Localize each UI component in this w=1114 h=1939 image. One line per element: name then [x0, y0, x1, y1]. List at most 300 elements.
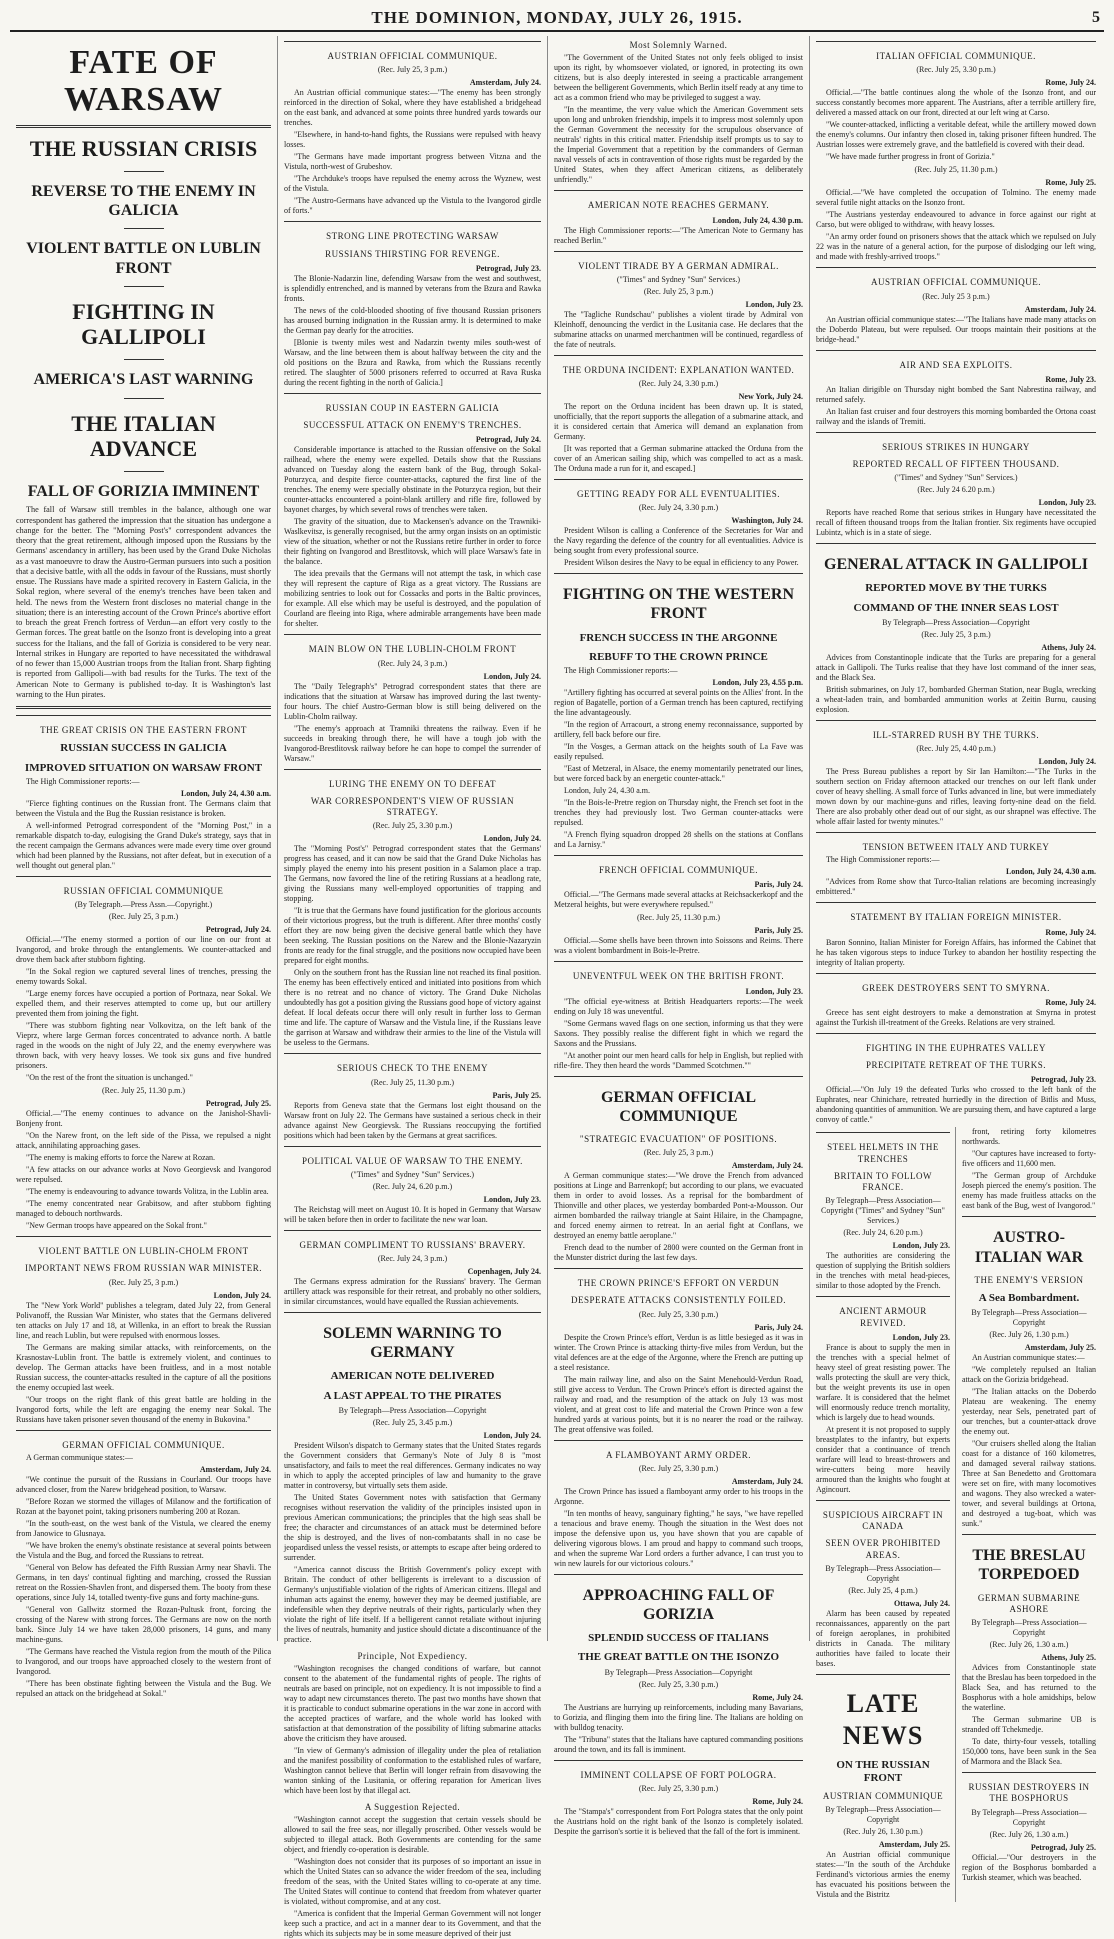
article-paragraph: "At another point our men heard calls for help in English, but replied with rifle-fire. They then heard the words "Dammed Scotchmen."" [554, 1050, 803, 1070]
dateline: Amsterdam, July 24. [731, 1161, 803, 1171]
dateline: London, July 23. [745, 986, 803, 996]
source-credit: By Telegraph—Press Association—Copyright [971, 1807, 1087, 1827]
article-paragraph: An Italian fast cruiser and four destroyers this morning bombarded the Ortona coast railway and the islands of Tremiti. [816, 406, 1096, 426]
article-paragraph: Only on the southern front has the Russian line not reached its final position. The enemy has been effectively enticed and initiated into positions from which there is no retreat and no chance of victory. The Grand Duke Nicholas undoubtedly has got a position giving the Russians good hope of victory against defeat. If local defeats occur there will only result in further loss to German time and life. The capture of Warsaw and the Vistula line, if the Russians leave the garrison at Warsaw and withdraw their armies to the line of the Vistula will be useless to the Germans. [284, 968, 541, 1048]
article-section [554, 190, 803, 245]
article-paragraph: "The enemy concentrated near Grabitsow, and after stubborn fighting managed to debouch northwards. [16, 1199, 271, 1219]
article-body [554, 688, 803, 850]
headline-americas-last-warning: AMERICA'S LAST WARNING [33, 371, 254, 389]
article-section [816, 902, 1096, 967]
headline-fate-of-warsaw: FATE OF WARSAW [16, 36, 271, 128]
section-subheadline: THE GREAT BATTLE ON THE ISONZO [577, 1651, 780, 1664]
article-paragraph: An Austrian official communique states:—"The Italians have made many attacks on the Doberdo Plateau, but were repulsed. Our troops maintain their positions at the bridge-head." [816, 314, 1096, 344]
received-note: (Rec. July 24, 6.20 p.m.) [372, 1181, 453, 1191]
received-note: (Rec. July 25, 3 p.m.) [108, 1277, 179, 1287]
dateline: Rome, July 25. [1045, 178, 1096, 188]
article-body [816, 1609, 950, 1669]
article-paragraph: Advices from Constantinople indicate that the Turks are preparing for a general attack in Gallipoli. The Turks realise that they have lost command of the inner seas, and the Black Sea. [816, 652, 1096, 682]
article-paragraph: Despite the Crown Prince's effort, Verdun is as little besieged as it was in winter. The Crown Prince is attacking thirty-five miles from Verdun, but the vital defences are at the edge of the Argonne, where the French are putting up a steel resistance. [554, 1332, 803, 1372]
article-body [284, 1277, 541, 1307]
section-headline: IMMINENT COLLAPSE OF FORT POLOGRA. [580, 1769, 777, 1780]
article-body [554, 997, 803, 1071]
article-body [816, 188, 1096, 262]
article-paragraph: "An army order found on prisoners shows that the attack which we repulsed on July 22 was in the nature of a general action, for the purpose of dislodging our left wing, and made with freshly-arrived troops." [816, 232, 1096, 262]
article-section [554, 36, 803, 185]
article-paragraph: President Wilson is calling a Conference of the Secretaries for War and the Navy regarding the defence of the country for all eventualities. Advice is being sought from every professional source. [554, 526, 803, 556]
article-body [284, 844, 541, 1048]
article-paragraph: "On the rest of the front the situation is unchanged." [26, 1073, 193, 1083]
article-paragraph: Official.—"The battle continues along the whole of the Isonzo front, and our success constantly becomes more apparent. The Austrians, after a terrible artillery fire, delivered a massed attack on our front, directed at our left wing at Carso. [816, 88, 1096, 118]
article-paragraph: "New German troops have appeared on the Sokal front." [26, 1221, 207, 1231]
article-section [284, 634, 541, 763]
dateline: London, July 23. [745, 299, 803, 309]
dateline: London, July 23. [892, 1332, 950, 1342]
article-paragraph: "The German group of Archduke Joseph pierced the enemy's position. The enemy has made fruitless attacks on the east bank of the Bug, west of Ivangorod." [962, 1171, 1096, 1211]
section-subheadline: COMMAND OF THE INNER SEAS LOST [853, 601, 1059, 614]
divider [554, 961, 803, 962]
article-body [16, 1109, 271, 1231]
section-headline: FRENCH OFFICIAL COMMUNIQUE. [599, 865, 758, 875]
section-subheadline: PRECIPITATE RETREAT OF THE TURKS. [865, 1060, 1047, 1071]
received-note: (Rec. July 25, 4.40 p.m.) [916, 744, 996, 754]
section-headline: APPROACHING FALL OF GORIZIA [582, 1586, 775, 1624]
section-headline: RUSSIAN OFFICIAL COMMUNIQUE [63, 885, 224, 896]
article-paragraph: Official.—"The enemy continues to advance on the Janishol-Shavli-Bonjeny front. [16, 1109, 271, 1129]
section-headline: GETTING READY FOR ALL EVENTUALITIES. [576, 489, 781, 499]
article-section [16, 715, 271, 871]
article-section [16, 1430, 271, 1699]
section-subheadline: REPORTED RECALL OF FIFTEEN THOUSAND. [852, 459, 1060, 469]
divider [554, 251, 803, 252]
dateline: London, July 24. [483, 834, 541, 844]
article-paragraph: "Large enemy forces have occupied a portion of Portnaza, near Sokal. We expelled them, and their reserves attempted to come up, but our artillery prevented them from joining the fight. [16, 989, 271, 1019]
article-body [16, 1475, 271, 1699]
article-paragraph: The Austrians are hurrying up reinforcements, including many Bavarians, to Gorizia, and flinging them into the firing line. The Italians are holding on with bulldog tenacity. [554, 1702, 803, 1732]
article-body [16, 799, 271, 871]
divider [816, 543, 1096, 544]
section-headline: AUSTRIAN OFFICIAL COMMUNIQUE. [327, 51, 498, 61]
received-note: (Rec. July 24, 3.30 p.m.) [638, 503, 719, 513]
dateline: Washington, July 24. [731, 516, 803, 526]
section-subheadline: SPLENDID SUCCESS OF ITALIANS [588, 1632, 769, 1645]
article-body [816, 877, 1096, 897]
article-body [554, 53, 803, 103]
divider [554, 855, 803, 856]
article-section [284, 769, 541, 1049]
dateline: Petrograd, July 23. [475, 263, 541, 273]
article-paragraph: front, retiring forty kilometres northwards. [962, 1127, 1096, 1147]
article-body [554, 226, 803, 246]
intro-line: The High Commissioner reports:— [564, 666, 678, 675]
divider [816, 973, 1096, 974]
article-body [554, 1487, 803, 1569]
article-body [816, 508, 1096, 538]
article-paragraph: "In the south-east, on the west bank of the Vistula, we cleared the enemy from Janowice to Glusnaya. [16, 1518, 271, 1538]
article-paragraph: "The Government of the United States not only feels obliged to insist upon its right, by whomsoever violated, or ignored, in protecting its own citizens, but is also deeply interested in seeing a practicable arrangement between the belligerent Governments, which Berlin itself ready at any time to act as a common friend who may be privileged to suggest a way. [554, 53, 803, 103]
article-body [962, 1439, 1096, 1529]
dateline: Amsterdam, July 25. [878, 1840, 950, 1850]
dateline: Amsterdam, July 24. [199, 1464, 271, 1474]
article-body [554, 310, 803, 350]
article-paragraph: "We have made further progress in front of Gorizia." [826, 152, 995, 162]
article-body [554, 1333, 803, 1435]
article-paragraph: "America is confident that the Imperial German Government will not longer keep such a practice, and act in a manner dear to its Government, and that the rights which its subjects may be in some measure deprived of their just [284, 1909, 541, 1939]
article-paragraph: President Wilson's dispatch to Germany states that the United States regards the Government considers that Germany's Note of July 8 is "most unsatisfactory, and fails to meet the real differences. Germany indicates no way in which to apply the accepted principles of law and humanity to the grave matter in controversy, but virtually sets them aside. [284, 1440, 541, 1490]
article-section [284, 393, 541, 630]
article-body [284, 682, 541, 764]
divider [816, 902, 1096, 903]
source-credit: ("Times" and Sydney "Sun" Services.) [350, 1169, 475, 1179]
article-body [554, 936, 803, 956]
dateline: Paris, July 24. [754, 1322, 803, 1332]
article-body [16, 935, 271, 1083]
article-paragraph: "Some Germans waved flags on one section, informing us that they were Saxons. They possibly realise the different fight in which we regard the Saxons and the Prussians. [554, 1018, 803, 1048]
article-body [962, 1127, 1096, 1211]
section-subheadline: BRITAIN TO FOLLOW FRANCE. [834, 1170, 932, 1193]
article-body [16, 1301, 271, 1425]
divider [16, 1236, 271, 1237]
dateline: Amsterdam, July 24. [1024, 304, 1096, 314]
article-section [816, 1296, 950, 1495]
source-credit: By Telegraph—Press Association—Copyright ("Times" and Sydney "Sun" Services.) [821, 1196, 945, 1226]
article-section [554, 1268, 803, 1435]
article-paragraph: The Crown Prince has issued a flamboyant army order to his troops in the Argonne. [554, 1486, 803, 1506]
article-body [284, 1441, 541, 1645]
received-note: (Rec. July 25, 3.30 p.m.) [372, 821, 453, 831]
divider [816, 720, 1096, 721]
divider [554, 479, 803, 480]
dateline: Copenhagen, July 24. [467, 1267, 541, 1276]
article-paragraph: "Washington recognises the changed conditions of warfare, but cannot consent to the abatement of the fundamental rights of people. The rights of neutrals are based on principle, not on expediency. It is not impossible to find a way to adapt new circumstances thereto. The past two months have shown that it is practicable to conduct submarine operations in the war zone in accord with the accepted practices of warfare, and the whole world has looked with satisfaction at that demonstration of the possibility of lifting submarine attacks above the criticism they have aroused. [284, 1664, 541, 1743]
article-paragraph: "General von Gallwitz stormed the Rozan-Pultusk front, forcing the crossing of the Narew with strong forces. The Germans are now on the north bank. Since July 14 we have taken 28,000 prisoners, 14 guns, and many machine-guns. [16, 1604, 271, 1644]
section-headline: RUSSIAN COUP IN EASTERN GALICIA [325, 402, 500, 413]
received-note: (Rec. July 25, 3.45 p.m.) [372, 1417, 453, 1427]
dateline: Rome, July 24. [1045, 78, 1096, 88]
article-body [284, 274, 541, 388]
article-paragraph: "Our captures have increased to forty-five officers and 11,600 men. [962, 1149, 1096, 1169]
split-columns [816, 1127, 1096, 1902]
received-note: (Rec. July 25, 3.30 p.m.) [638, 1679, 719, 1689]
dateline: London, July 23. [1038, 498, 1096, 508]
article-paragraph: "Our troops on the right flank of this great battle are holding in the Ivangorod forts, while the left are engaging the enemy near Sokal. The Russians have taken prisoner seven thousand of the enemy in Bukovina." [16, 1394, 271, 1424]
article-section [816, 41, 1096, 262]
section-headline: GERMAN OFFICIAL COMMUNIQUE [600, 1088, 757, 1125]
article-paragraph: France is about to supply the men in the trenches with a special helmet of heavy steel of great resisting power. The walls protecting the skull are very thick, but the weight prevents its use in open warfare. It is considered that the helmet will enormously reduce trench mortality, which is largely due to head wounds. [816, 1342, 950, 1422]
section-headline: VIOLENT TIRADE BY A GERMAN ADMIRAL. [578, 260, 779, 271]
article-paragraph: Advices from Constantinople state that the Breslau has been torpedoed in the Black Sea, and has returned to the Bosphorus with a hole amidships, below the waterline. [962, 1663, 1096, 1712]
section-subheadline: SUCCESSFUL ATTACK ON ENEMY'S TRENCHES. [303, 420, 522, 430]
headline-fighting-gallipoli: FIGHTING IN GALLIPOLI [72, 298, 215, 350]
article-paragraph: [It was reported that a German submarine attacked the Orduna from the cover of an American sailing ship, which was compelled to act as a mask. The Orduna made a run for it, and escaped.] [554, 444, 803, 473]
article-paragraph: The "Daily Telegraph's" Petrograd correspondent states that there are indications that the situation at Warsaw has improved during the last twenty-four hours. The chief Austro-German blow is still being delivered on the Lublin-Cholm railway. [284, 681, 541, 721]
section-headline: FIGHTING ON THE WESTERN FRONT [562, 586, 795, 623]
received-note: (Rec. July 24, 3 p.m.) [377, 658, 448, 668]
section-subheadline: AUSTRIAN COMMUNIQUE [822, 1791, 944, 1802]
article-paragraph: To date, thirty-four vessels, totalling 150,000 tons, have been sunk in the Sea of Marmora and the Black Sea. [962, 1737, 1096, 1766]
article-section [816, 720, 1096, 827]
article-paragraph: "A few attacks on our advance works at Novo Georgievsk and Ivangorod were repulsed. [16, 1165, 271, 1185]
received-note: (Rec. July 26, 1.30 p.m.) [843, 1827, 923, 1837]
dateline: London, July 23. [483, 1194, 541, 1204]
article-section [554, 355, 803, 474]
divider [554, 355, 803, 356]
article-paragraph: Official.—"On July 19 the defeated Turks who crossed to the left bank of the Euphrates, near Chinichare, retreated hurriedly in the direction of Bitlis and Muss, abandoning quantities of ammunition. We are pursuing them, and have captured a large convoy of cattle." [816, 1085, 1096, 1125]
article-paragraph: "The enemy is making efforts to force the Narew at Rozan. [26, 1153, 216, 1163]
divider [284, 1146, 541, 1147]
divider [554, 1760, 803, 1761]
article-section [554, 961, 803, 1070]
section-headline: LURING THE ENEMY ON TO DEFEAT [329, 778, 496, 789]
section-headline: STRONG LINE PROTECTING WARSAW [326, 231, 499, 242]
article-section [962, 1534, 1096, 1767]
divider [284, 769, 541, 770]
article-body [816, 315, 1096, 345]
divider [554, 1268, 803, 1269]
section-headline: SERIOUS CHECK TO THE ENEMY [336, 1063, 488, 1074]
headline-russian-crisis: THE RUSSIAN CRISIS [29, 135, 258, 161]
article-paragraph: Reports from Geneva state that the Germans lost eight thousand on the Warsaw front on July 22. The Germans have sustained a serious check in their advance against New Georgievsk. The Russians reoccupying the fortified positions which had been taken by the Germans at great sacrifices. [284, 1100, 541, 1140]
article-paragraph: The High Commissioner reports:—"The American Note to Germany has reached Berlin." [554, 225, 803, 245]
divider [816, 350, 1096, 351]
article-paragraph: "In view of Germany's admission of illegality under the plea of retaliation and the manifest possibility of conformation to the established rules of warfare, Washington cannot believe that Berlin will longer refrain from disavowing the wanton sinking of the Lusitania, or offering reparation for American lives which have been lost by that illegal act. [284, 1746, 541, 1795]
article-paragraph: The main railway line, and also on the Saint Menehould-Verdun Road, still give access to Verdun. The Crown Prince's effort is directed against the railway and road, and the resumption of the attack on July 13 was most violent, and at great cost to life and material the Crown Prince won a few hundred yards at various points, but it is no nearer the road or the railway. The great offensive was foiled. [554, 1374, 803, 1434]
article-paragraph: "The Germans have reached the Vistula region from the mouth of the Pilica to Ivangorod, and our troops have approached closely to the western front of Ivangorod. [16, 1646, 271, 1676]
divider [284, 221, 541, 222]
divider [16, 1430, 271, 1431]
article-paragraph: The Reichstag will meet on August 10. It is hoped in Germany that Warsaw will be taken before then in order to facilitate the new war loan. [284, 1204, 541, 1224]
dateline: London, July 24, 4.30 a.m. [1005, 867, 1096, 877]
received-note: (Rec. July 25, 4 p.m.) [848, 1585, 918, 1595]
section-headline: MAIN BLOW ON THE LUBLIN-CHOLM FRONT [308, 644, 517, 655]
dateline: Rome, July 24. [1045, 997, 1096, 1007]
article-section [816, 973, 1096, 1028]
article-section [554, 573, 803, 850]
article-paragraph: The news of the cold-blooded shooting of five thousand Russian prisoners has aroused burning indignation in the Russian army. It is determined to make the German pay dearly for the atrocities. [284, 305, 541, 335]
dateline: Amsterdam, July 24. [731, 1476, 803, 1486]
article-paragraph: "The enemy is endeavouring to advance towards Volitza, in the Lublin area. [26, 1187, 269, 1197]
article-paragraph: "There has been obstinate fighting between the Vistula and the Bug. We repulsed an attack on the bridgehead at Sokal." [16, 1678, 271, 1698]
article-paragraph: The Press Bureau publishes a report by Sir Ian Hamilton:—"The Turks in the southern section on Friday afternoon attacked our trenches on our left flank under cover of heavy shelling. A small force of Turks advanced in line, but were immediately mown down by our machine-guns and rifles, leaving forty-nine dead on the field. There are also probably other dead out of our sight, as our shrapnel was effective. The whole affair lasted for twenty minutes." [816, 767, 1096, 827]
article-paragraph: "The Austro-Germans have advanced up the Vistula to the Ivangorod girdle of forts." [284, 196, 541, 216]
section-headline: VIOLENT BATTLE ON LUBLIN-CHOLM FRONT [38, 1246, 249, 1257]
article-body [816, 1008, 1096, 1028]
article-body [554, 402, 803, 474]
article-paragraph: The United States Government notes with satisfaction that Germany recognises without reservation the validity of the principles insisted upon in previous American communications; the principles that the high seas shall be free; the character and circumstances of an attack must be determined before the ship is destroyed, and the lives of non-combatants shall in no case be jeopardised unless the vessel resists, or attempts to escape after being ordered to surrender. [284, 1492, 541, 1562]
column-2 [278, 36, 548, 1939]
source-credit: By Telegraph—Press Association—Copyright [825, 1563, 941, 1583]
article-paragraph: "The enemy's approach at Tramniki threatens the railway. Even if he succeeds in breaking through there, he will have a tough job with the Ivangorod-Brestlitovsk railway before he can hope to compel the surrender of Warsaw." [284, 723, 541, 763]
section-subheadline: AMERICAN NOTE DELIVERED [330, 1370, 495, 1383]
split-left [816, 1127, 956, 1902]
article-paragraph: "General von Below has defeated the Fifth Russian Army near Shavli. The Germans, in ten days' continual fighting and marching, crossed the Russian retreat on the Rossien-Shavlen front, and dispersed them. The booty from these operations, since July 14, totalled twenty-five guns and forty machine-guns. [16, 1562, 271, 1602]
article-body [554, 1807, 803, 1837]
section-headline: SERIOUS STRIKES IN HUNGARY [882, 441, 1030, 452]
article-body [816, 1085, 1096, 1125]
dateline: Rome, July 24. [752, 1796, 803, 1806]
headline-violent-battle: VIOLENT BATTLE ON LUBLIN FRONT [26, 240, 261, 277]
article-paragraph: Official.—"We have completed the occupation of Tolmino. The enemy made several futile night attacks on the Isonzo front. [816, 188, 1096, 208]
divider [962, 1534, 1096, 1535]
article-section [16, 1236, 271, 1425]
dateline: Petrograd, July 25. [1030, 1842, 1096, 1852]
received-note: (Rec. July 25, 3.30 p.m.) [916, 65, 996, 75]
article-paragraph: "It is true that the Germans have found justification for the glorious accounts of their victorious progress, but the truth is different. After three months' costly effort they are now being given the decisive general battle which they have been seeking. The Russian positions on the Narew and the Blonie-Nazaryzin fronts are ready for the final struggle, and the positions now occupied have been prepared for eight months. [284, 906, 541, 966]
dateline: Athens, July 25. [1041, 1653, 1096, 1662]
article-paragraph: The "Tagliche Rundschau" publishes a violent tirade by Admiral von Kleinhoff, denouncing the verdict in the Lusitania case. He declares that the submarine attacks on unarmed merchantmen will be continued, regardless of the fate of neutrals. [554, 309, 803, 349]
source-credit: ("Times" and Sydney "Sun" Services.) [894, 473, 1018, 483]
article-paragraph: "America cannot discuss the British Government's policy except with Britain. The conduct of other belligerents is irrelevant to a discussion of Germany's unjustifiable violation of the rights of American citizens. Illegal and inhuman acts against the enemy, however they may be deemed justifiable, are indefensible when they deprive neutrals of their rights, particularly when they violate the right of life itself. If a belligerent cannot retaliate without injuring the lives of neutrals, humanity and justice should dictate a discontinuance of the practice. [284, 1564, 541, 1644]
article-paragraph: "Our cruisers shelled along the Italian coast for a distance of 160 kilometres, and damaged several railway stations. Three at San Benedetto and Grottomara were set on fire, with many locomotives and wagons. They also wrecked a water-tower, and several buildings at Ortona, and destroyed a tug-boat, which was sunk." [962, 1439, 1096, 1529]
source-credit: By Telegraph—Press Association—Copyright [338, 1405, 487, 1415]
dateline: New York, July 24. [738, 392, 803, 401]
section-subheadline: A Suggestion Rejected. [364, 1802, 461, 1812]
dateline: Amsterdam, July 24. [469, 78, 541, 88]
article-body [284, 1205, 541, 1225]
dateline: London, July 24. [483, 671, 541, 681]
article-paragraph: "In the region of Arracourt, a strong enemy reconnaissance, supported by artillery, fell back before our fire. [554, 720, 803, 739]
article-body [962, 1353, 1096, 1437]
article-paragraph: The Blonie-Nadarzin line, defending Warsaw from the west and southwest, is splendidly entrenched, and is manned by veterans from the Bzura and Rawka fronts. [284, 273, 541, 303]
dateline: London, July 24, 4.30 a.m. [180, 788, 271, 798]
received-note: (Rec. July 26, 1.30 p.m.) [989, 1330, 1069, 1340]
divider [816, 1500, 950, 1501]
divider [16, 876, 271, 877]
source-credit: ("Times" and Sydney "Sun" Services.) [616, 274, 741, 284]
divider [816, 1033, 1096, 1034]
article-paragraph: The Germans express admiration for the Russians' bravery. The German artillery attack was responsible for their retreat, and probably no other soldiers, in similar circumstances, would have equalled the Russian achievements. [284, 1277, 541, 1306]
article-paragraph: "In the meantime, the very value which the American Government sets upon long and unbroken friendship, impels it to impress most solemnly upon the German Government the necessity for the scrupulous observance of neutrals' rights in this critical matter. Friendship itself prompts us to say to the Imperial Government that a repetition by the commanders of German naval vessels of acts in contravention of those rights must be regarded by the United States, when they affect American citizens, as deliberately unfriendly." [554, 105, 803, 185]
article-section [284, 41, 541, 216]
article-paragraph: "Advices from Rome show that Turco-Italian relations are becoming increasingly embittered." [816, 877, 1096, 897]
article-paragraph: The Germans are making similar attacks, with reinforcements, on the Krasnostav-Lublin front. The battle is extremely violent, and continues to develop. The German attacks have been fruitless, and in a most notable Russian success, the counter-attacks resulted in the capture of all the positions the enemy occupied last week. [16, 1342, 271, 1392]
article-paragraph: "Washington cannot accept the suggestion that certain vessels should be allowed to sail the free seas, nor illegally proscribed. Other vessels would be subjected to illegal attack. Both Governments are contending for the same object, and friendly co-operation is desirable. [284, 1815, 541, 1855]
article-paragraph: "Fierce fighting continues on the Russian front. The Germans claim that between the Vistula and the Bug the Russian resistance is broken. [16, 798, 271, 818]
received-note: (Rec. July 25, 3.30 p.m.) [638, 1463, 719, 1473]
article-body [816, 1850, 950, 1900]
section-headline: TENSION BETWEEN ITALY AND TURKEY [862, 842, 1050, 853]
article-section [816, 1033, 1096, 1126]
received-note: (Rec. July 25, 3 p.m.) [377, 65, 448, 75]
article-paragraph: "Before Rozan we stormed the villages of Milanow and the fortification of Rozan at the bayonet point, taking prisoners numbering 200 at Rozan. [16, 1496, 271, 1516]
divider [816, 1296, 950, 1297]
section-headline: GERMAN COMPLIMENT TO RUSSIANS' BRAVERY. [299, 1239, 526, 1250]
section-headline: GERMAN OFFICIAL COMMUNIQUE. [62, 1439, 225, 1450]
section-headline: FIGHTING IN THE EUPHRATES VALLEY [866, 1042, 1046, 1053]
article-body [962, 1663, 1096, 1767]
dateline: Petrograd, July 25. [205, 1099, 271, 1109]
divider [284, 1312, 541, 1313]
article-paragraph: "The Archduke's troops have repulsed the enemy across the Wyznew, west of the Vistula. [284, 174, 541, 194]
article-paragraph: The "Stampa's" correspondent from Fort Pologra states that the only point the Austrians hold on the right bank of the Isonzo is completely isolated. Despite the garrison's sortie it is believed that the fall of the fort is imminent. [554, 1806, 803, 1836]
section-headline: GENERAL ATTACK IN GALLIPOLI [824, 556, 1088, 574]
divider [962, 1216, 1096, 1217]
article-paragraph: Reports have reached Rome that serious strikes in Hungary have necessitated the recall of fifteen thousand troops from the Italian frontier. Six regiments have occupied Lubintz, which is in a state of siege. [816, 508, 1096, 538]
lead-paragraph: The fall of Warsaw still trembles in the balance, although one war correspondent has gathered the impression that the situation has undergone a change for the better. The "Morning Post's" correspondent advances the theory that the great retirement, although imposed upon the Russians by the Germans' ascendancy in artillery, has been used by the Grand Duke Nicholas as a vast manoeuvre to draw the Austro-German pursuers into such a position that a decisive battle, with all the odds in favour of the Russians, must shortly ensue. The Russians have made a spirited recovery in Eastern Galicia, in the Sokal region, where several of the enemy's trenches have been taken and held. The news from the Western front discloses no material change in the situation; there is an interesting account of the Crown Prince's abortive effort to breach the great French fortress of Verdun—an effort very costly to the German forces. The great battle on the Isonzo front is developing into a great success for the Italians, and the fall of Gorizia is considered to be very near. Internal strikes in Hungary are reported to have necessitated the withdrawal of no fewer than 15,000 Austrian troops from the Italian front. Sharp fighting is reported from Gallipoli—with bad results for the Turks. The text of the American Note to Germany is published to-day. It is Washington's last warning to the Hun pirates. [16, 505, 271, 699]
dateline: Rome, July 24. [1045, 927, 1096, 937]
article-paragraph: "A French flying squadron dropped 28 shells on the stations at Conflans and La Jarnisy." [554, 830, 803, 849]
source-credit: By Telegraph—Press Association—Copyright [882, 617, 1030, 627]
section-headline: STATEMENT BY ITALIAN FOREIGN MINISTER. [850, 912, 1062, 923]
article-paragraph: A well-informed Petrograd correspondent of the "Morning Post," in a remarkable dispatch to-day, eulogising the Grand Duke's strategy, says that in the recent campaign the Germans advances were made every time over ground which had been planned by the Russians, not after defeat, but in execution of a well thought out general plan." [16, 820, 271, 870]
intro-line: The High Commissioner reports:— [826, 855, 940, 865]
source-credit: By Telegraph—Press Association—Copyright [604, 1667, 753, 1677]
divider [962, 1772, 1096, 1773]
split-right [962, 1127, 1096, 1902]
article-paragraph: An Italian dirigible on Thursday night bombed the Sant Nabrestina railway, and returned safely. [816, 384, 1096, 404]
article-body [816, 767, 1096, 827]
section-subheadline: ON THE RUSSIAN FRONT [836, 1758, 930, 1784]
article-paragraph: "There was stubborn fighting near Volkovitza, on the left bank of the Vieprz, where large German forces concentrated to advance north. A battle raged in the woods on the night of July 22, and the enemy everywhere was thrown back, with very heavy losses. We took six guns and five hundred prisoners. [16, 1021, 271, 1071]
received-note: (Rec. July 25, 3 p.m.) [643, 286, 714, 296]
article-section [554, 251, 803, 350]
section-headline: AUSTRO-ITALIAN WAR [974, 1229, 1084, 1266]
divider [554, 1076, 803, 1077]
dateline: London, July 24, 4.30 p.m. [712, 215, 803, 225]
divider [554, 1574, 803, 1575]
divider [816, 1132, 950, 1133]
section-headline: AUSTRIAN OFFICIAL COMMUNIQUE. [871, 277, 1041, 288]
article-paragraph: British submarines, on July 17, bombarded Gherman Station, near Bugla, wrecking a wheat-laden train, and bombarded ammunition works at Zeitin Burnu, causing explosion. [816, 684, 1096, 714]
section-headline: STEEL HELMETS IN THE TRENCHES [827, 1142, 939, 1164]
section-headline: SUSPICIOUS AIRCRAFT IN CANADA [822, 1509, 944, 1532]
article-paragraph: French dead to the number of 2800 were counted on the German front in the Munster district during the last few days. [554, 1243, 803, 1263]
article-paragraph: "In the Sokal region we captured several lines of trenches, pressing the enemy towards Sokal. [16, 967, 271, 987]
article-paragraph: London, July 24, 4.30 a.m. [564, 786, 650, 795]
divider [284, 1230, 541, 1231]
article-section [962, 1216, 1096, 1529]
section-headline: THE CROWN PRINCE'S EFFORT ON VERDUN [577, 1278, 780, 1289]
divider [16, 715, 271, 716]
section-headline: THE BRESLAU TORPEDOED [972, 1547, 1086, 1584]
divider [816, 432, 1096, 433]
received-note: (Rec. July 25 3 p.m.) [922, 291, 990, 301]
article-paragraph: The "New York World" publishes a telegram, dated July 22, from General Polivanoff, the Russian War Minister, who states that the Germans delivered ten attacks on July 17 and 18, at Willenka, in an effort to break the Russian line, and reach Lublin, but were repulsed with enormous losses. [16, 1300, 271, 1340]
article-paragraph: "We continue the pursuit of the Russians in Courland. Our troops have advanced closer, from the Narew bridgehead position, to Warsaw. [16, 1474, 271, 1494]
article-paragraph: [Blonie is twenty miles west and Nadarzin twenty miles south-west of Warsaw, and the line between them is about halfway between the city and the old positions on the Bzura and Rawka, from which the Russians recently retired. The slaughter of 5000 prisoners referred to occurred at Rava Ruska during the recent fighting in the north of Galicia.] [284, 337, 541, 387]
article-body [284, 1815, 541, 1939]
late-news-section [816, 1674, 950, 1901]
section-subheadline: IMPROVED SITUATION ON WARSAW FRONT [24, 761, 263, 774]
article-section [554, 1440, 803, 1569]
article-paragraph: An Austrian official communique states:—"In the south of the Archduke Ferdinand's victorious armies the enemy has evacuated his positions between the Vistula and the Bistritz [816, 1850, 950, 1900]
article-paragraph: The "Morning Post's" Petrograd correspondent states that the Germans' progress has ceased, and it can now be said that the Grand Duke Nicholas has simply played the enemy into his present position in a Salamon place a trap. The Germans, now favored the line of the retiring Russians at a headlong rate, giving the Russians many well-employed opportunities of trapping and stopping. [284, 844, 541, 904]
article-section [816, 350, 1096, 427]
dateline: Petrograd, July 24. [205, 925, 271, 935]
article-body [284, 1664, 541, 1796]
section-subheadline: A Sea Bombardment. [978, 1291, 1080, 1304]
article-paragraph: "The official eye-witness at British Headquarters reports:—The week ending on July 18 was uneventful. [554, 996, 803, 1016]
section-headline: ILL-STARRED RUSH BY THE TURKS. [872, 729, 1040, 740]
section-headline: THE ORDUNA INCIDENT: EXPLANATION WANTED. [562, 364, 795, 375]
dateline: London, July 24. [213, 1290, 271, 1300]
article-paragraph: The report on the Orduna incident has been drawn up. It is stated, unofficially, that the report supports the allegation of a submarine attack, and it is considered certain that America will demand an explanation from Germany. [554, 402, 803, 441]
received-note: (Rec. July 25, 11.30 p.m.) [370, 1077, 455, 1087]
article-paragraph: The German submarine UB is stranded off Tchekmedje. [962, 1715, 1096, 1734]
received-note: (Rec. July 24, 3.30 p.m.) [638, 379, 719, 388]
received-note: (Rec. July 25, 3 p.m.) [921, 629, 991, 639]
article-paragraph: Considerable importance is attached to the Russian offensive on the Sokal railhead, where the enemy were expelled. Details show that the Russians advanced on Tuesday along the eastern bank of the Bug, through Sokal-Poturzyca, and despite fierce counter-attacks, captured the first line of the trenches. The enemy were specially obstinate in the Poturzyca region, but their counter-attacks encountered a point-blank artillery and rifle fire, followed by bayonet charges, by which several rows of trenches were taken. [284, 445, 541, 515]
article-paragraph: An Austrian official communique states:—"The enemy has been strongly reinforced in the direction of Sokal, where they have established a bridgehead on the east bank, and advanced at some points three hundred yards towards our trenches. [284, 88, 541, 128]
article-paragraph: "The Italian attacks on the Doberdo Plateau are weakening. The enemy yesterday, near Sels, penetrated part of our trenches, but a counter-attack drove the enemy out. [962, 1387, 1096, 1437]
article-paragraph: "Washington does not consider that its purposes of so important an issue in which the United States can so advance the wider freedom of the sea, including freedom of the seas, with the United States willing to co-operate at any time. The United States will continue to contend that freedom from whatever quarter is violated, without compromise, and at any cost. [284, 1857, 541, 1907]
article-paragraph: Greece has sent eight destroyers to make a demonstration at Smyrna in protest against the Turkish ill-treatment of the Greeks. Relations are very strained. [816, 1007, 1096, 1027]
dateline: London, July 24. [483, 1430, 541, 1440]
section-subheadline: REBUFF TO THE CROWN PRINCE [589, 650, 768, 663]
article-section [554, 1076, 803, 1264]
article-body [816, 653, 1096, 715]
received-note: (Rec. July 25, 11.30 p.m.) [101, 1086, 186, 1096]
section-headline: ITALIAN OFFICIAL COMMUNIQUE. [876, 51, 1036, 61]
